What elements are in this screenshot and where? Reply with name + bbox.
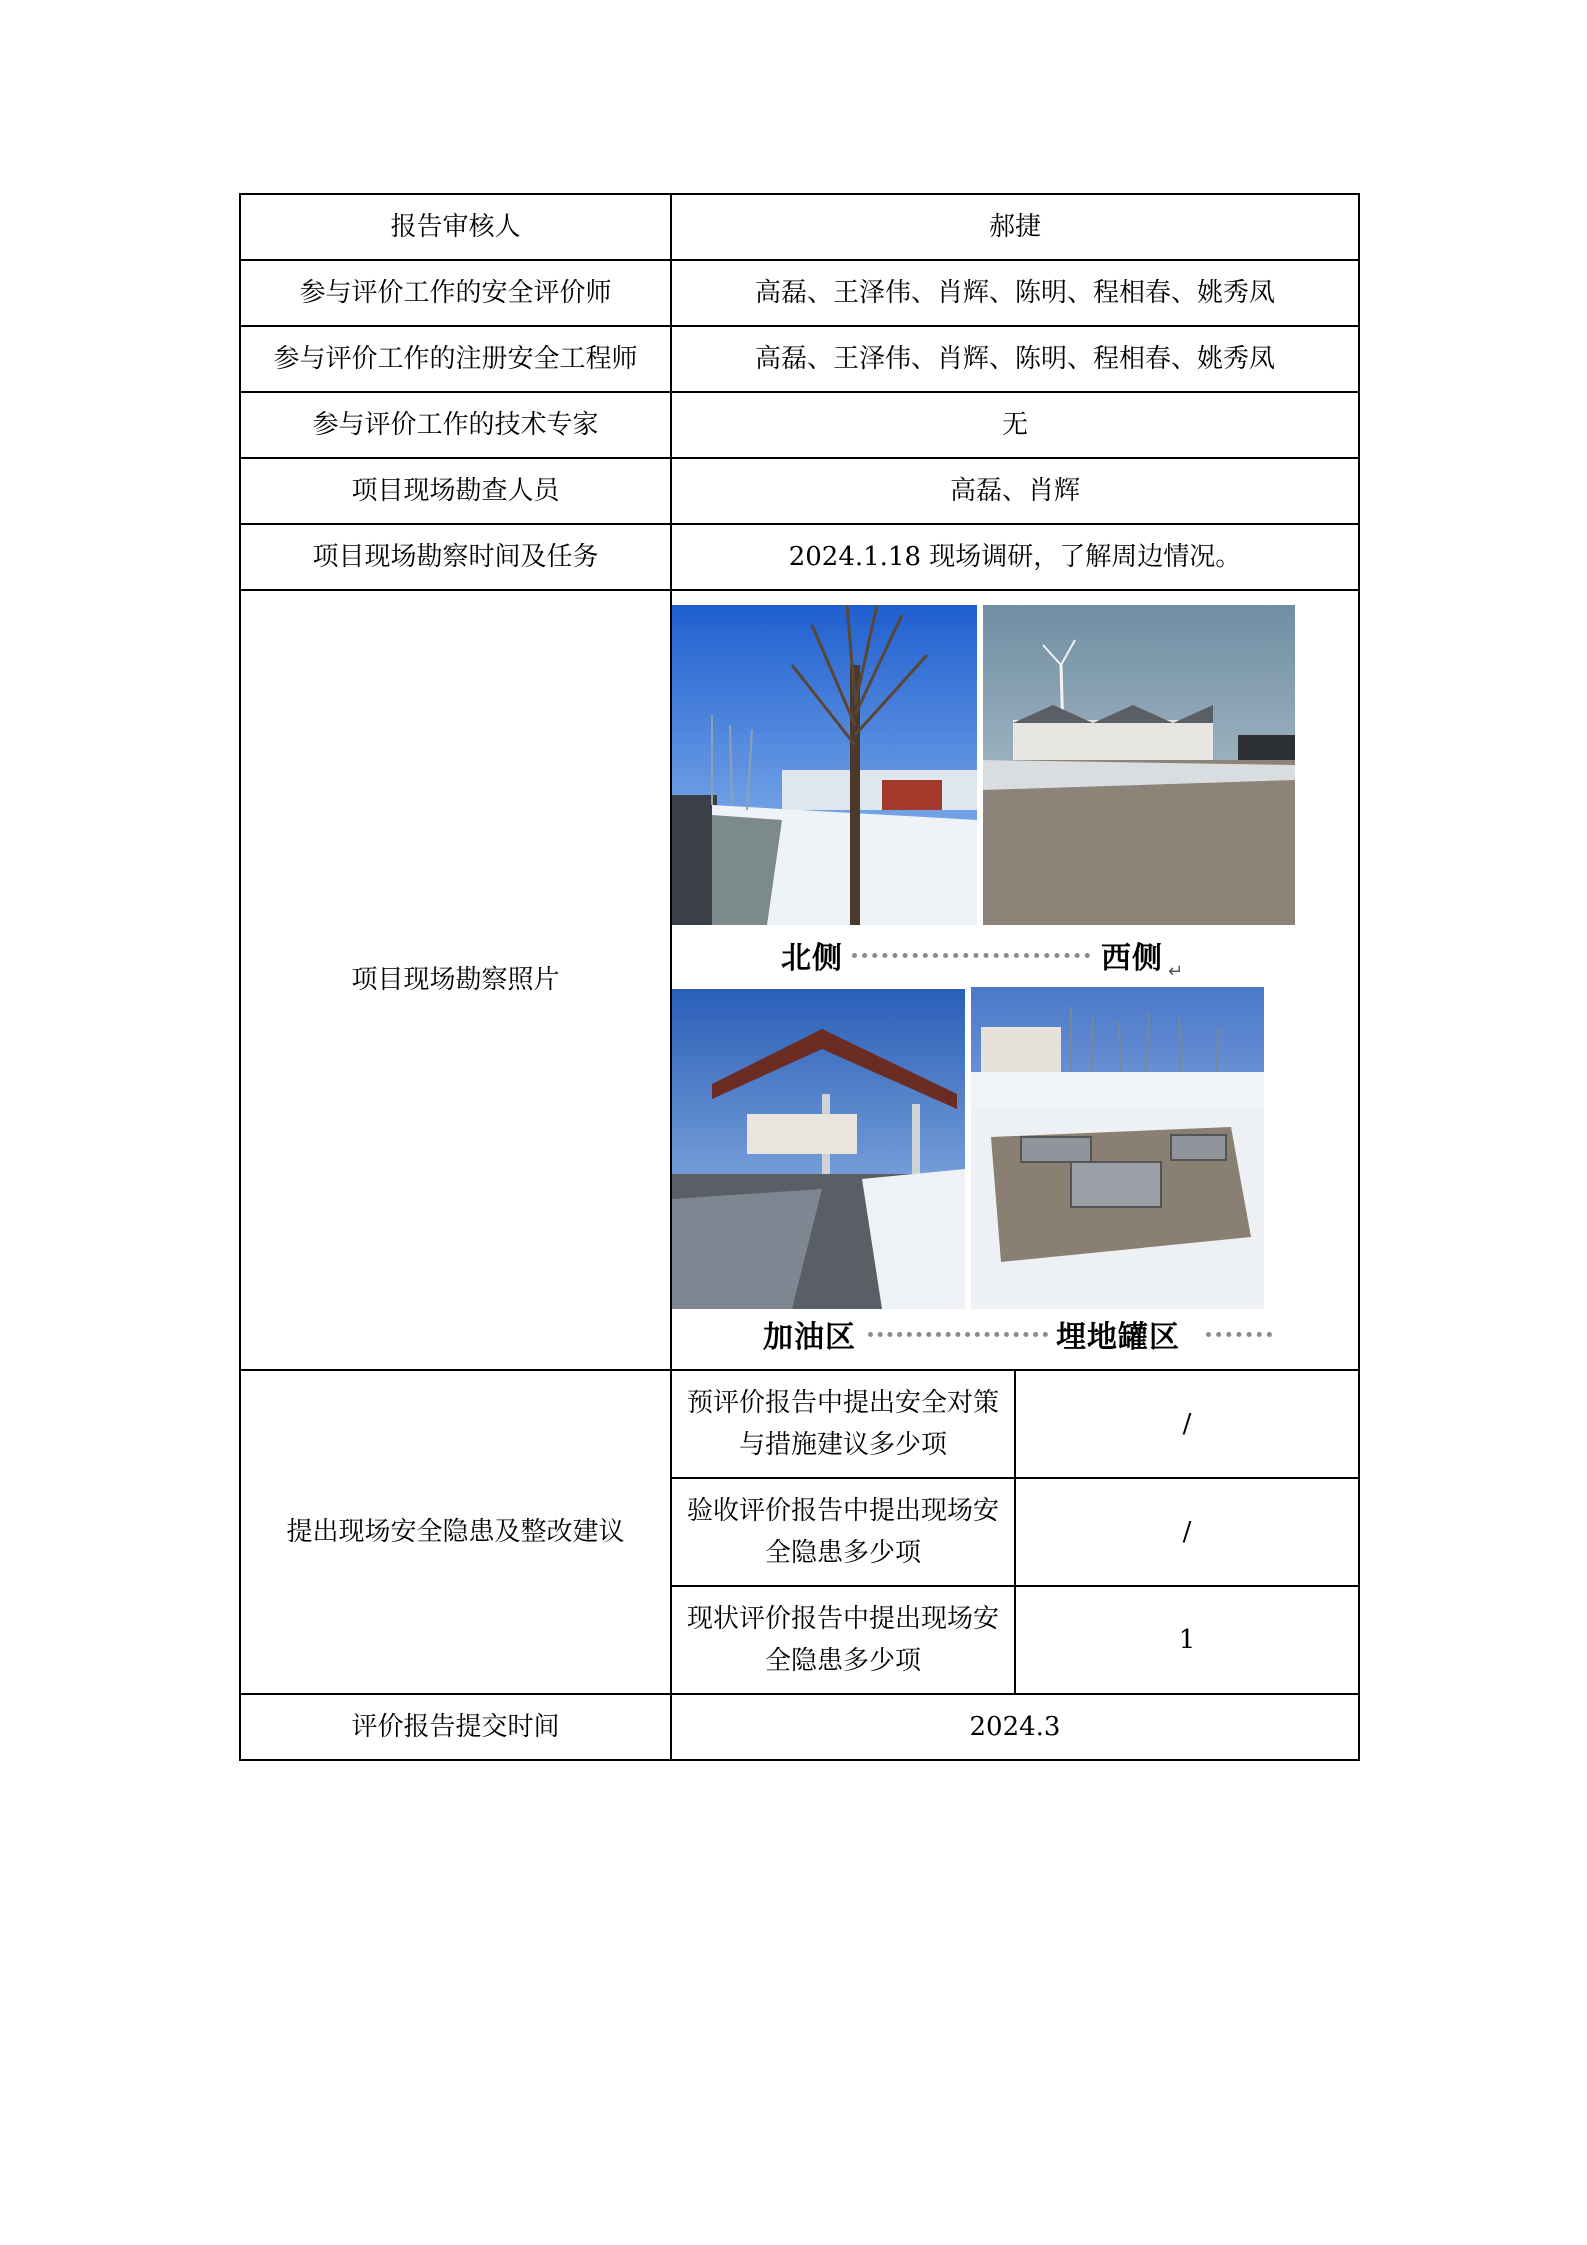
row-reviewer <box>240 194 1359 260</box>
tank-area-caption: 埋地罐区 <box>1056 1320 1180 1355</box>
hazard-value-acceptance: / <box>1015 1478 1359 1586</box>
experts-value: 无 <box>671 392 1359 458</box>
photos-label: 项目现场勘察照片 <box>240 590 671 1370</box>
inspectors-value: 高磊、肖辉 <box>671 458 1359 524</box>
row-inspectors <box>240 458 1359 524</box>
row-photos <box>240 590 1359 1370</box>
photos-cell <box>671 590 1359 1370</box>
west-caption: 西侧 <box>1101 941 1163 976</box>
return-mark-1: ↵ <box>1168 961 1184 982</box>
caption-dots-1 <box>852 953 1090 958</box>
fuel-area-photo <box>672 989 965 1309</box>
evaluators-label: 参与评价工作的安全评价师 <box>240 260 671 326</box>
reviewer-value: 郝捷 <box>671 194 1359 260</box>
reviewer-label: 报告审核人 <box>240 194 671 260</box>
row-survey-time <box>240 524 1359 590</box>
engineers-value: 高磊、王泽伟、肖辉、陈明、程相春、姚秀凤 <box>671 326 1359 392</box>
row-experts <box>240 392 1359 458</box>
hazard-question-pre: 预评价报告中提出安全对策与措施建议多少项 <box>671 1370 1015 1478</box>
inspectors-label: 项目现场勘查人员 <box>240 458 671 524</box>
hazard-value-status: 1 <box>1015 1586 1359 1694</box>
row-submit <box>240 1694 1359 1760</box>
report-info-table <box>239 193 1360 1761</box>
fuel-area-caption: 加油区 <box>763 1320 856 1355</box>
row-hazard-pre <box>240 1370 1359 1478</box>
tank-area-photo <box>971 987 1264 1309</box>
submit-label: 评价报告提交时间 <box>240 1694 671 1760</box>
hazard-question-status: 现状评价报告中提出现场安全隐患多少项 <box>671 1586 1015 1694</box>
engineers-label: 参与评价工作的注册安全工程师 <box>240 326 671 392</box>
evaluators-value: 高磊、王泽伟、肖辉、陈明、程相春、姚秀凤 <box>671 260 1359 326</box>
caption-dots-3 <box>1206 1332 1272 1337</box>
hazards-label: 提出现场安全隐患及整改建议 <box>240 1370 671 1694</box>
photo-grid <box>672 591 1376 1369</box>
survey-time-label: 项目现场勘察时间及任务 <box>240 524 671 590</box>
north-side-photo <box>672 605 977 925</box>
survey-time-value: 2024.1.18 现场调研，了解周边情况。 <box>671 524 1359 590</box>
row-evaluators <box>240 260 1359 326</box>
row-engineers <box>240 326 1359 392</box>
north-caption: 北侧 <box>781 941 843 976</box>
hazard-question-acceptance: 验收评价报告中提出现场安全隐患多少项 <box>671 1478 1015 1586</box>
caption-dots-2 <box>868 1332 1048 1337</box>
hazard-value-pre: / <box>1015 1370 1359 1478</box>
submit-value: 2024.3 <box>671 1694 1359 1760</box>
west-side-photo <box>983 605 1295 925</box>
experts-label: 参与评价工作的技术专家 <box>240 392 671 458</box>
